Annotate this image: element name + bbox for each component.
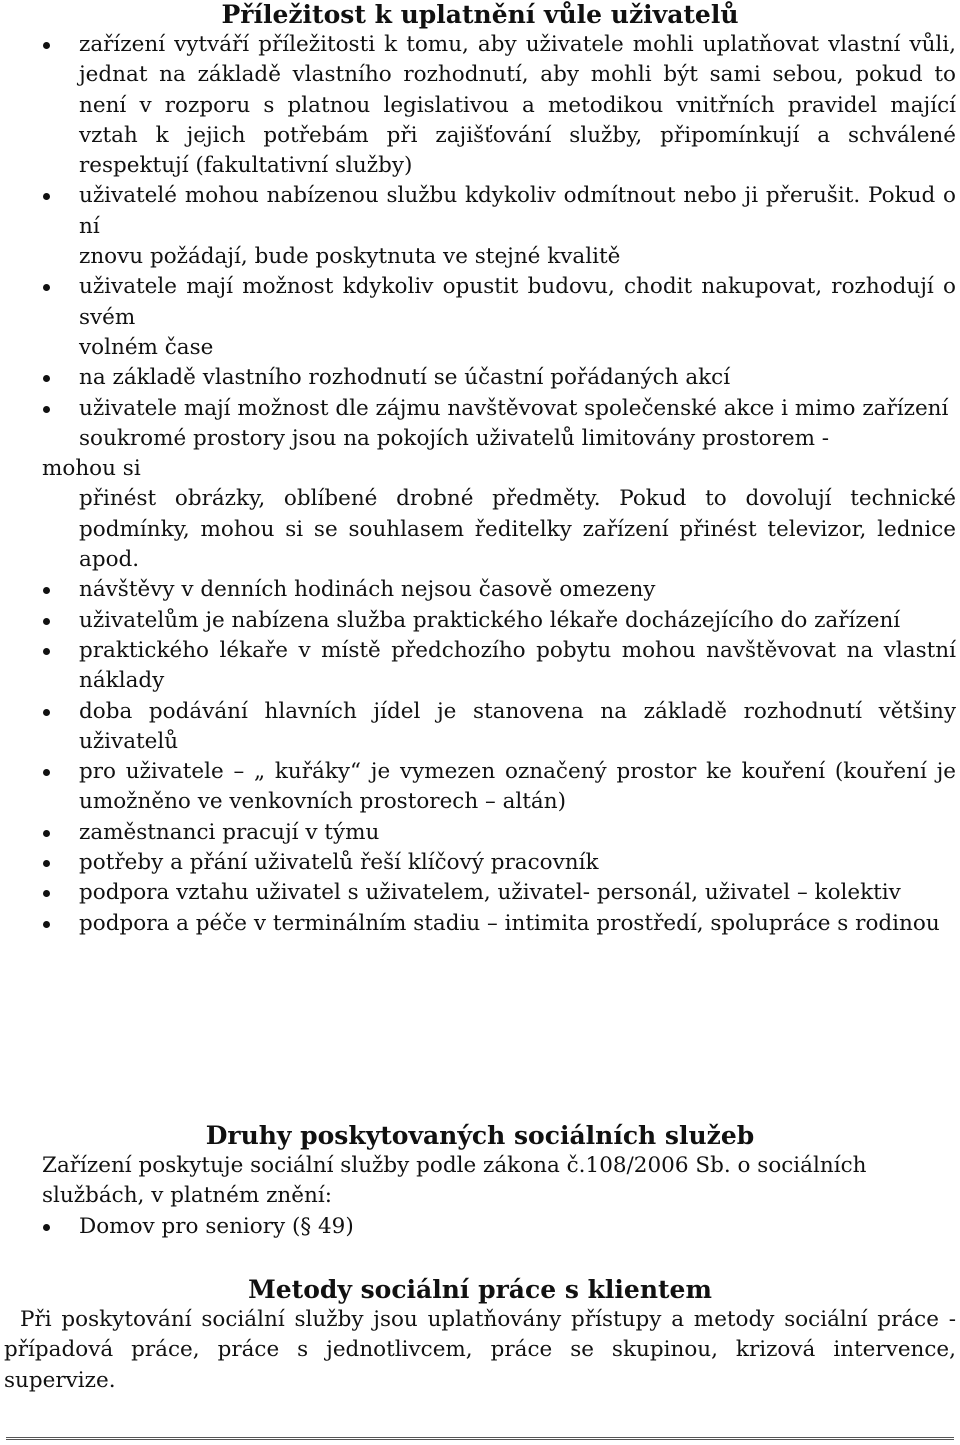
section-paragraph: Při poskytování sociální služby jsou uplatňovány přístupy a metody sociální práce - případová práce, práce s jednotlivcem, práce se skupinou, krizová intervence, supervize. [4, 1307, 956, 1393]
bullet-list [0, 363, 960, 424]
section-service-types [0, 1121, 960, 1242]
list-item: doba podávání hlavních jídel je stanovena na základě rozhodnutí většiny uživatelů [0, 697, 960, 758]
footer-divider [6, 1437, 954, 1440]
list-item: zaměstnanci pracují v týmu [0, 818, 960, 848]
section-social-work-methods [0, 1275, 960, 1396]
list-item: uživatelé mohou nabízenou službu kdykoliv odmítnout nebo ji přerušit. Pokud o ní [0, 181, 960, 242]
user-will-list-block [0, 30, 960, 939]
list-item: podpora a péče v terminálním stadiu – intimita prostředí, spolupráce s rodinou [0, 909, 960, 939]
bullet-list [0, 30, 960, 242]
list-item: na základě vlastního rozhodnutí se účastní pořádaných akcí [0, 363, 960, 393]
list-item: návštěvy v denních hodinách nejsou časově omezeny [0, 575, 960, 605]
list-item: uživatele mají možnost kdykoliv opustit budovu, chodit nakupovat, rozhodují o svém [0, 272, 960, 333]
bullet-list [0, 1212, 960, 1242]
list-item-continuation: přinést obrázky, oblíbené drobné předměty. Pokud to dovolují technické podmínky, mohou si se souhlasem ředitelky zařízení přinést televizor, lednice apod. [79, 486, 956, 573]
bullet-list [0, 575, 960, 939]
list-item: zařízení vytváří příležitosti k tomu, aby uživatele mohli uplatňovat vlastní vůli, jednat na základě vlastního rozhodnutí, aby mohli být sami sebou, pokud to není v rozporu s platnou legislativou a metodikou vnitřních pravidel mající vztah k jejich potřebám při zajišťování služby, připomínkují a schválené respektují (fakultativní služby) [0, 30, 960, 181]
section-heading: Metody sociální práce s klientem [248, 1275, 712, 1304]
list-item-continuation: znovu požádají, bude poskytnuta ve stejné kvalitě [79, 244, 621, 270]
list-item: pro uživatele – „ kuřáky“ je vymezen označený prostor ke kouření (kouření je umožněno ve venkovních prostorech – altán) [0, 757, 960, 818]
list-item: Domov pro seniory (§ 49) [0, 1212, 960, 1242]
list-item: potřeby a přání uživatelů řeší klíčový pracovník [0, 848, 960, 878]
list-item: praktického lékaře v místě předchozího pobytu mohou navštěvovat na vlastní náklady [0, 636, 960, 697]
list-item-continuation: volném čase [79, 334, 214, 360]
list-item: uživatele mají možnost dle zájmu navštěvovat společenské akce i mimo zařízení [0, 394, 960, 424]
list-item-continuation: mohou si [42, 456, 141, 482]
section-heading: Příležitost k uplatnění vůle uživatelů [221, 0, 739, 29]
section-heading: Druhy poskytovaných sociálních služeb [205, 1121, 755, 1150]
bullet-list [0, 272, 960, 333]
list-item-continuation: soukromé prostory jsou na pokojích uživatelů limitovány prostorem - [79, 425, 830, 451]
list-item: podpora vztahu uživatel s uživatelem, uživatel- personál, uživatel – kolektiv [0, 878, 960, 908]
section-intro: Zařízení poskytuje sociální služby podle zákona č.108/2006 Sb. o sociálních službách, v platném znění: [42, 1153, 867, 1209]
section-user-will [0, 0, 960, 30]
list-item: uživatelům je nabízena služba praktického lékaře docházejícího do zařízení [0, 606, 960, 636]
